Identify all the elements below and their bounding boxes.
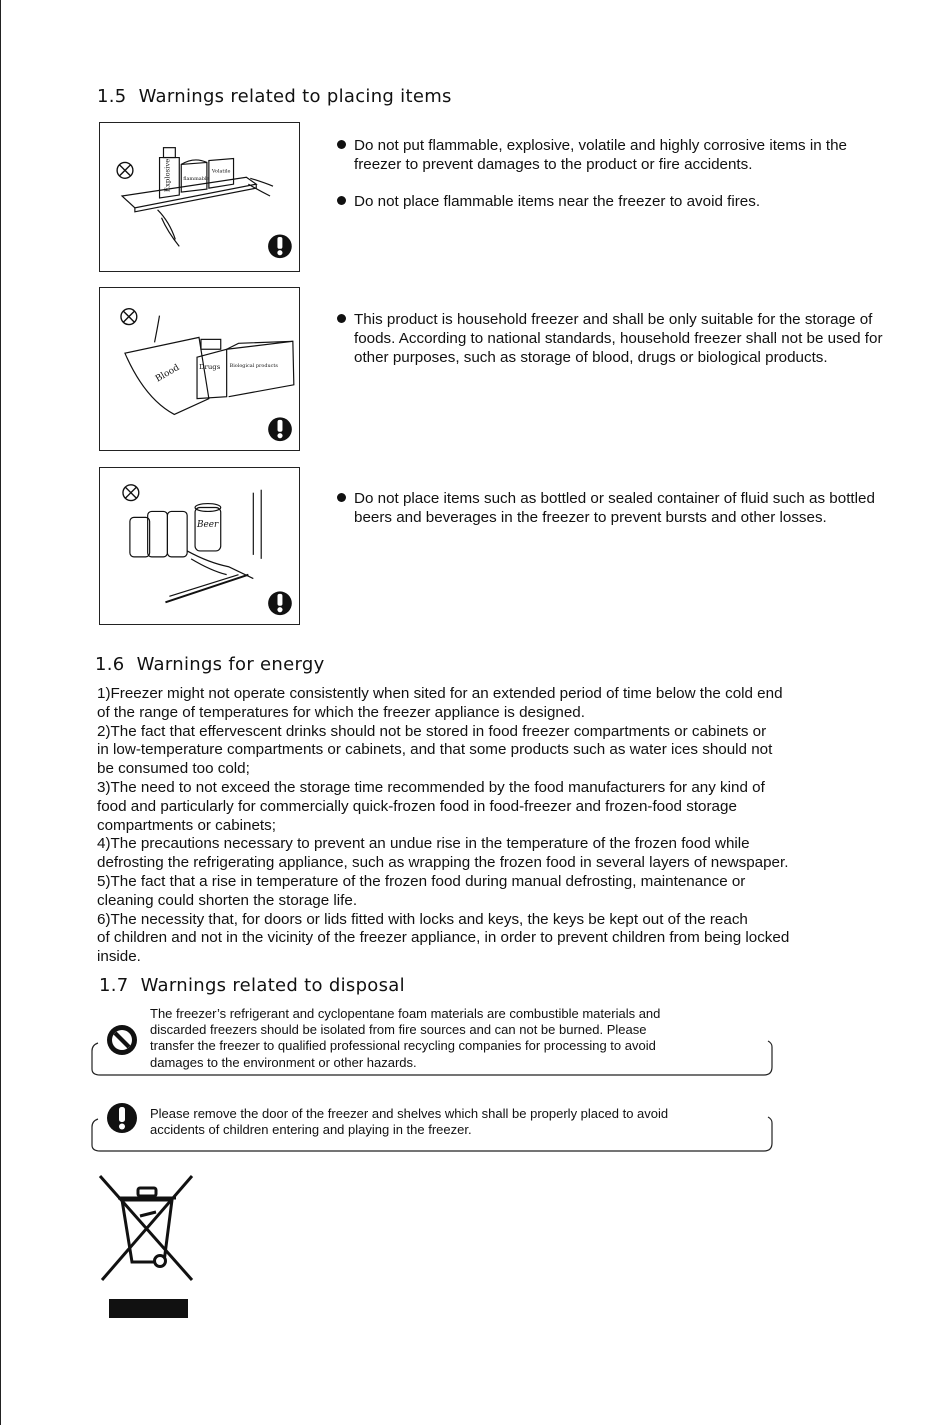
energy-line: 5)The fact that a rise in temperature of the frozen food during manual defrosting, maintenance or — [97, 872, 746, 890]
section-number: 1.5 — [97, 86, 127, 107]
page-edge-rule — [0, 0, 1, 1425]
section-title-text: Warnings for energy — [136, 654, 325, 675]
prohibited-icon — [117, 162, 133, 178]
notice-text — [150, 1106, 740, 1138]
energy-line: food and particularly for commercially quick-frozen food in food-freezer and frozen-food storage — [97, 797, 737, 815]
exclamation-icon — [268, 591, 292, 615]
energy-line: cleaning could shorten the storage life. — [97, 891, 358, 909]
illustration-blood-drugs — [99, 287, 300, 451]
energy-line: compartments or cabinets; — [97, 816, 276, 834]
energy-warnings-list — [97, 685, 877, 967]
energy-line: in low-temperature compartments or cabinets, and that some products such as water ices should not — [97, 741, 773, 759]
bullet-list-bottled — [336, 489, 896, 545]
energy-line: defrosting the refrigerating appliance, such as wrapping the frozen food in several layers of newspaper. — [97, 854, 789, 872]
blood-drugs-drawing — [100, 288, 299, 450]
section-title-text: Warnings related to disposal — [140, 975, 405, 996]
bullet-item: Do not place items such as bottled or sealed container of fluid such as bottled beers and beverages in the freezer to prevent bursts and other losses. — [336, 489, 896, 527]
disposal-notice-door-removal — [90, 1101, 774, 1153]
notice-line: The freezer’s refrigerant and cyclopentane foam materials are combustible materials and — [150, 1006, 661, 1021]
volatile-label: Volatile — [211, 168, 231, 175]
section-title-disposal — [99, 975, 405, 996]
section-number: 1.6 — [95, 654, 125, 675]
drugs-label: Drugs — [199, 363, 221, 371]
explosive-label: Explosive — [163, 158, 172, 193]
bullet-item: Do not put flammable, explosive, volatile and highly corrosive items in the freezer to prevent damages to the product or fire accidents. — [336, 136, 896, 174]
bullet-item: Do not place flammable items near the freezer to avoid fires. — [336, 192, 896, 211]
energy-line: 2)The fact that effervescent drinks should not be stored in food freezer compartments or cabinets or — [97, 722, 767, 740]
section-title-placing — [97, 86, 452, 107]
prohibition-icon — [106, 1024, 138, 1056]
energy-line: 6)The necessity that, for doors or lids fitted with locks and keys, the keys be kept out of the reach — [97, 910, 748, 928]
disposal-notice-combustible — [90, 1005, 774, 1077]
energy-line: inside. — [97, 948, 141, 966]
blood-label: Blood — [154, 362, 182, 385]
notice-line: damages to the environment or other hazards. — [150, 1054, 417, 1070]
energy-line: 1)Freezer might not operate consistently when sited for an extended period of time below the cold end — [97, 685, 783, 702]
exclamation-icon — [268, 417, 292, 441]
exclamation-icon — [268, 234, 292, 258]
beer-label: Beer — [197, 520, 219, 531]
weee-black-bar — [109, 1299, 188, 1318]
energy-line: 4)The precautions necessary to prevent an undue rise in the temperature of the frozen food while — [97, 835, 750, 853]
biological-products-label: Biological products — [229, 363, 278, 370]
energy-line: of the range of temperatures for which the freezer appliance is designed. — [97, 703, 585, 721]
section-title-energy — [95, 654, 325, 675]
illustration-bottled-beverages — [99, 467, 300, 625]
crossed-out-wheelie-bin-icon — [94, 1172, 200, 1284]
illustration-flammable-items — [99, 122, 300, 272]
energy-line: 3)The need to not exceed the storage time recommended by the food manufacturers for any kind of — [97, 778, 765, 796]
flammable-label: flammable — [183, 176, 210, 183]
notice-line: transfer the freezer to qualified professional recycling companies for processing to avoid — [150, 1038, 656, 1054]
flammable-items-drawing — [100, 123, 299, 271]
section-title-text: Warnings related to placing items — [138, 86, 452, 107]
bullet-list-household-use — [336, 310, 896, 385]
prohibited-icon — [123, 485, 139, 501]
section-number: 1.7 — [99, 975, 129, 996]
exclamation-icon — [106, 1102, 138, 1134]
bullet-list-flammable — [336, 136, 896, 229]
notice-line: accidents of children entering and playing in the freezer. — [150, 1122, 472, 1138]
notice-line: Please remove the door of the freezer and shelves which shall be properly placed to avoid — [150, 1106, 669, 1121]
bottled-beverages-drawing — [100, 468, 299, 624]
energy-line: be consumed too cold; — [97, 760, 250, 778]
notice-text — [150, 1006, 740, 1071]
prohibited-icon — [121, 309, 137, 325]
notice-line: discarded freezers should be isolated from fire sources and can not be burned. Please — [150, 1022, 647, 1038]
energy-line: of children and not in the vicinity of the freezer appliance, in order to prevent children from being locked — [97, 929, 790, 947]
bullet-item: This product is household freezer and shall be only suitable for the storage of foods. According to national standards, household freezer shall not be used for other purposes, such as storage of blood, drugs or biological products. — [336, 310, 896, 367]
